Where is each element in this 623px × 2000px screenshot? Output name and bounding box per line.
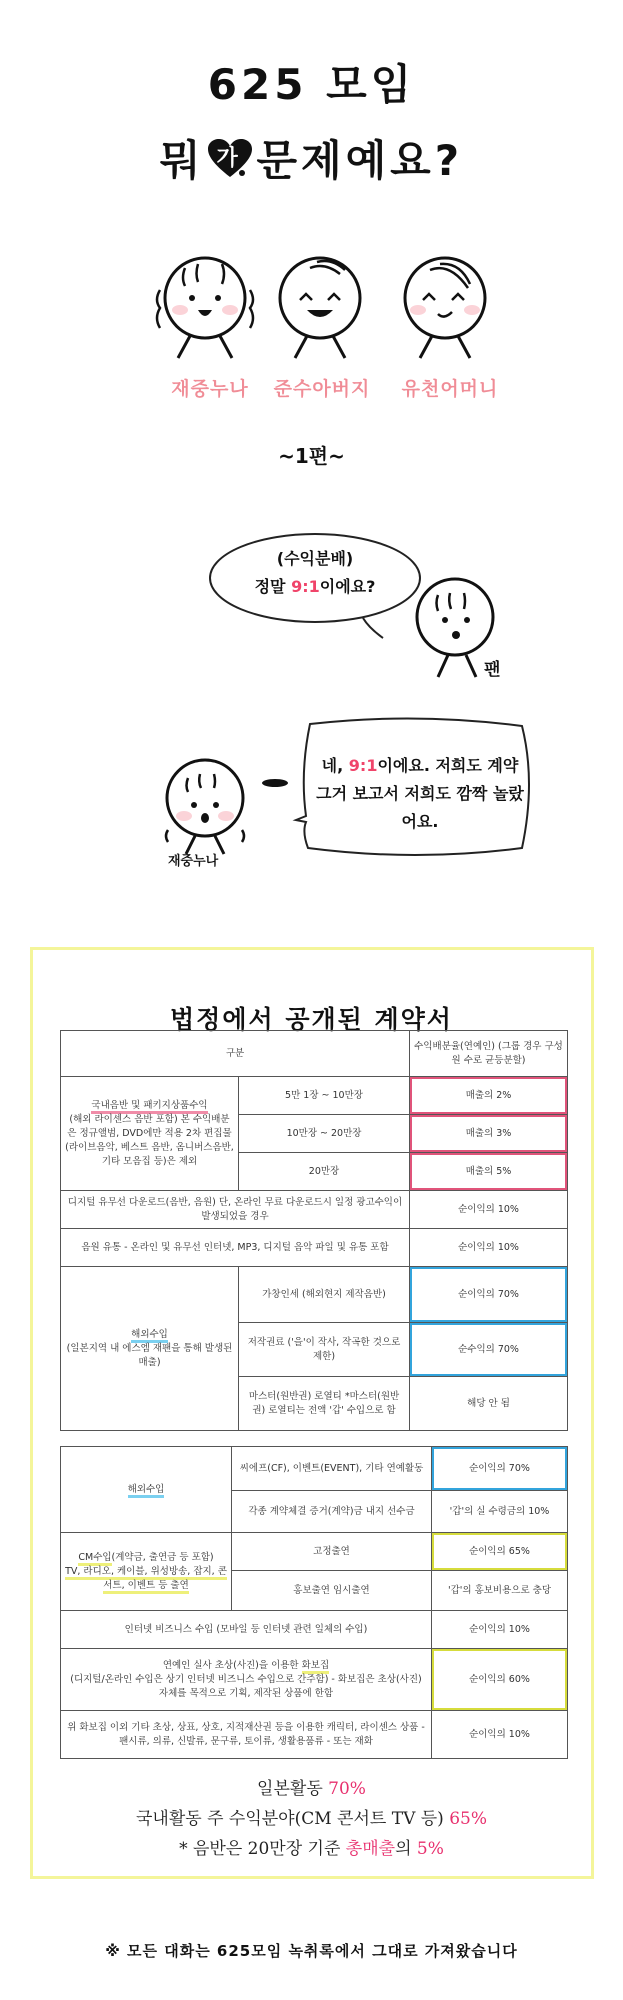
merch-label: 위 화보집 이외 기타 초상, 상표, 상호, 지적재산권 등을 이용한 캐릭터, 라이센스 상품 - 팬시류, 의류, 신발류, 문구류, 토이류, 생활용품류 - 또는 재화 <box>61 1711 432 1759</box>
heart-icon: 가 <box>208 139 252 179</box>
reply-speaker-label: 재중누나 <box>168 854 219 869</box>
fan-label: 팬 <box>484 660 501 680</box>
cm-ratio: 순이익의 65% <box>432 1533 568 1571</box>
cm-type: 고정출연 <box>232 1533 432 1571</box>
overseas-type: 저작권료 ('을'이 작사, 작곡한 것으로 제한) <box>239 1323 410 1377</box>
overseas2-ratio: '갑'의 실 수령금의 10% <box>432 1491 568 1533</box>
summary-line-album: * 음반은 20만장 기준 총매출의 5% <box>179 1839 444 1859</box>
summary-line-japan: 일본활동 70% <box>257 1779 366 1799</box>
internet-label: 인터넷 비즈니스 수입 (모바일 등 인터넷 관련 일체의 수입) <box>61 1611 432 1649</box>
face-junsu-father-icon <box>265 250 375 360</box>
face-jaejoong-sister-icon <box>140 250 270 360</box>
page-title-line2 <box>0 128 623 188</box>
digital-download-ratio: 순이익의 10% <box>410 1191 568 1229</box>
album-category: 국내음반 및 패키지상품수익 (해외 라이센스 음반 포함) 본 수익배분은 정규앨범, DVD에만 적용 2차 편집물(라이브음악, 베스트 음반, 옴니버스음반, 기타 모음집 등)은 제외 <box>61 1077 239 1191</box>
tier-ratio: 매출의 2% <box>410 1077 568 1115</box>
tier-range: 5만 1장 ~ 10만장 <box>239 1077 410 1115</box>
footer-note: ※ 모든 대화는 625모임 녹취록에서 그대로 가져왔습니다 <box>105 1942 518 1960</box>
header-category: 구분 <box>61 1031 410 1077</box>
title-prefix: 뭐 <box>159 136 205 185</box>
fan-bubble-text: (수익분배) 정말 9:1이에요? <box>254 549 376 596</box>
character-label-yoochun-mother: 유천어머니 <box>401 378 499 400</box>
reply-bubble-text: 네, 9:1이에요. 저희도 계약 그거 보고서 저희도 깜짝 놀랐어요. <box>316 756 524 831</box>
contract-table-2 <box>60 1446 568 1759</box>
header-ratio: 수익배분율(연예인) (그룹 경우 구성원 수로 균등분할) <box>410 1031 568 1077</box>
dash-icon <box>260 777 290 789</box>
episode-label: ~1편~ <box>278 444 345 468</box>
overseas-category: 해외수입 (일본지역 내 에스엠 재팬을 통해 발생된 매출) <box>61 1267 239 1431</box>
tier-range: 10만장 ~ 20만장 <box>239 1115 410 1153</box>
overseas2-type: 각종 계약체결 증거(계약)금 내지 선수금 <box>232 1491 432 1533</box>
tier-ratio: 매출의 3% <box>410 1115 568 1153</box>
cm-ratio: '갑'의 홍보비용으로 충당 <box>432 1571 568 1611</box>
overseas-ratio: 해당 안 됨 <box>410 1377 568 1431</box>
overseas2-type: 씨에프(CF), 이벤트(EVENT), 기타 연예활동 <box>232 1447 432 1491</box>
tier-ratio: 매출의 5% <box>410 1153 568 1191</box>
face-yoochun-mother-icon <box>390 250 500 360</box>
page-title-line1: 625 모임 <box>207 60 416 109</box>
character-label-jaejoong-sister: 재중누나 <box>171 378 249 400</box>
cm-type: 홍보출연 임시출연 <box>232 1571 432 1611</box>
music-distribution-label: 음원 유통 - 온라인 및 유무선 인터넷, MP3, 디지털 음악 파일 및 유통 포함 <box>61 1229 410 1267</box>
photobook-ratio: 순이익의 60% <box>432 1649 568 1711</box>
overseas-type: 마스터(원반권) 로열티 *마스터(원반권) 로열티는 전액 '갑' 수입으로 함 <box>239 1377 410 1431</box>
overseas-type: 가창인세 (해외현지 제작음반) <box>239 1267 410 1323</box>
digital-download-label: 디지털 유무선 다운로드(음반, 음원) 단, 온라인 무료 다운로드시 일정 광고수익이 발생되었을 경우 <box>61 1191 410 1229</box>
photobook-label: 연예인 실사 초상(사진)을 이용한 화보집 (디지털/온라인 수입은 상기 인터넷 비즈니스 수입으로 간주함) - 화보집은 초상(사진) 자체를 목적으로 기획, 제작된 상품에 한함 <box>61 1649 432 1711</box>
overseas-ratio: 순수익의 70% <box>410 1323 568 1377</box>
cm-category: CM수입(계약금, 출연금 등 포함) TV, 라디오, 케이블, 위성방송, 잡지, 콘서트, 이벤트 등 출연 <box>61 1533 232 1611</box>
overseas2-category: 해외수입 <box>61 1447 232 1533</box>
overseas-ratio: 순이익의 70% <box>410 1267 568 1323</box>
face-jaejoong-sister-surprised-icon <box>150 750 260 860</box>
character-label-junsu-father: 준수아버지 <box>273 378 371 400</box>
internet-ratio: 순이익의 10% <box>432 1611 568 1649</box>
tier-range: 20만장 <box>239 1153 410 1191</box>
music-distribution-ratio: 순이익의 10% <box>410 1229 568 1267</box>
title-suffix: 문제예요? <box>256 136 464 185</box>
contract-title: 법정에서 공개된 계약서 <box>170 1005 453 1034</box>
overseas2-ratio: 순이익의 70% <box>432 1447 568 1491</box>
summary-line-domestic: 국내활동 주 수익분야(CM 콘서트 TV 등) 65% <box>136 1809 487 1829</box>
contract-table-1 <box>60 1030 568 1431</box>
merch-ratio: 순이익의 10% <box>432 1711 568 1759</box>
